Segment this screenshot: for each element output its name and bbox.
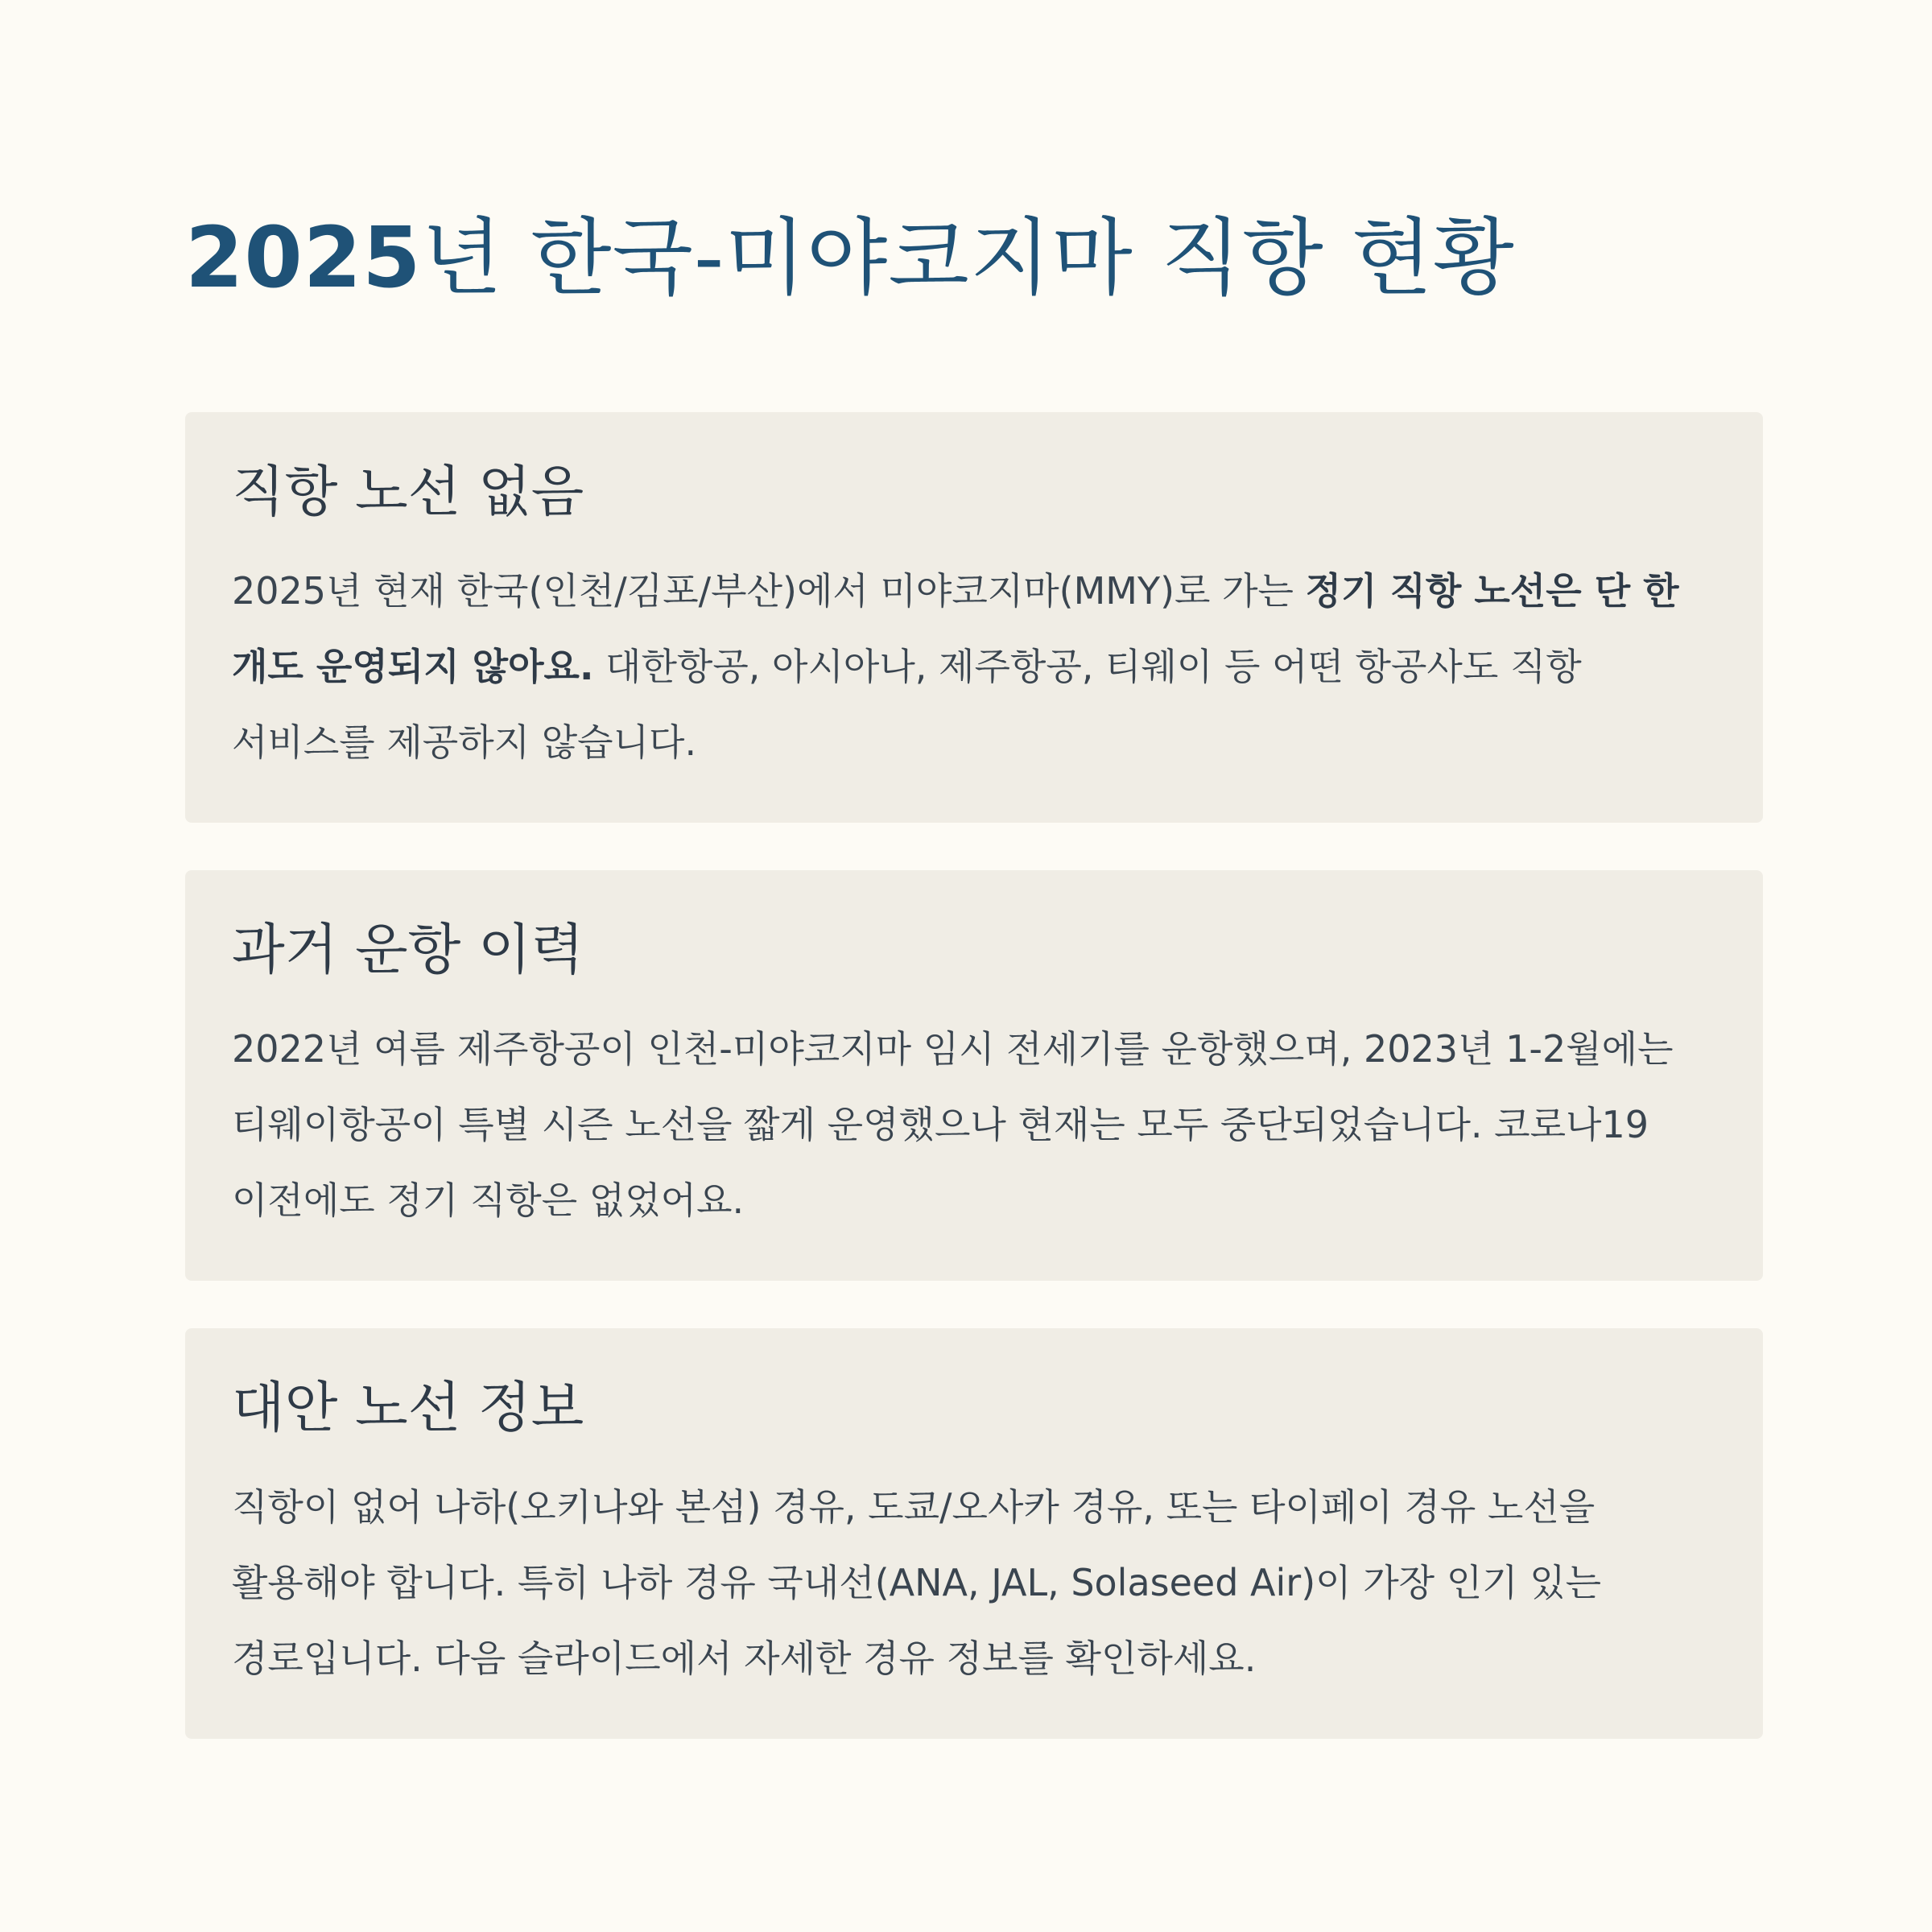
card-no-direct-flights <box>185 412 1763 823</box>
card-heading: 과거 운항 이력 <box>232 919 584 982</box>
card-heading: 직항 노선 없음 <box>232 460 584 524</box>
page-title-text: 년 한국-미야코지마 직항 현황 <box>421 208 1515 307</box>
card-body-text-after: 대한항공, 아시아나, 제주항공, 티웨이 등 어떤 항공사도 직항 서비스를 제공하지 않습니다. <box>232 645 1582 764</box>
card-alternative-routes <box>185 1328 1763 1739</box>
card-past-history <box>185 870 1763 1281</box>
card-heading: 대안 노선 정보 <box>232 1377 584 1440</box>
card-body: 직항이 없어 나하(오키나와 본섬) 경유, 도쿄/오사카 경유, 또는 타이페이 경유 노선을 활용해야 합니다. 특히 나하 경유 국내선(ANA, JAL, Solaseed Air)이 가장 인기 있는 경로입니다. 다음 슬라이드에서 자세한 경유 정보를 확인하세요. <box>232 1485 1602 1680</box>
page-title-year: 2025 <box>185 208 422 307</box>
card-body: 2022년 여름 제주항공이 인천-미야코지마 임시 전세기를 운항했으며, 2023년 1-2월에는 티웨이항공이 특별 시즌 노선을 짧게 운영했으나 현재는 모두 중단되었습니다. 코로나19 이전에도 정기 직항은 없었어요. <box>232 1027 1674 1222</box>
page-title <box>185 205 1515 310</box>
card-body <box>232 553 1717 780</box>
card-body-highlight: 정기 직항 노선은 단 한 개도 운영되지 않아요. <box>232 569 1679 688</box>
card-body-text-before: 2025년 현재 한국(인천/김포/부산)에서 미야코지마(MMY)로 가는 <box>232 569 1306 613</box>
